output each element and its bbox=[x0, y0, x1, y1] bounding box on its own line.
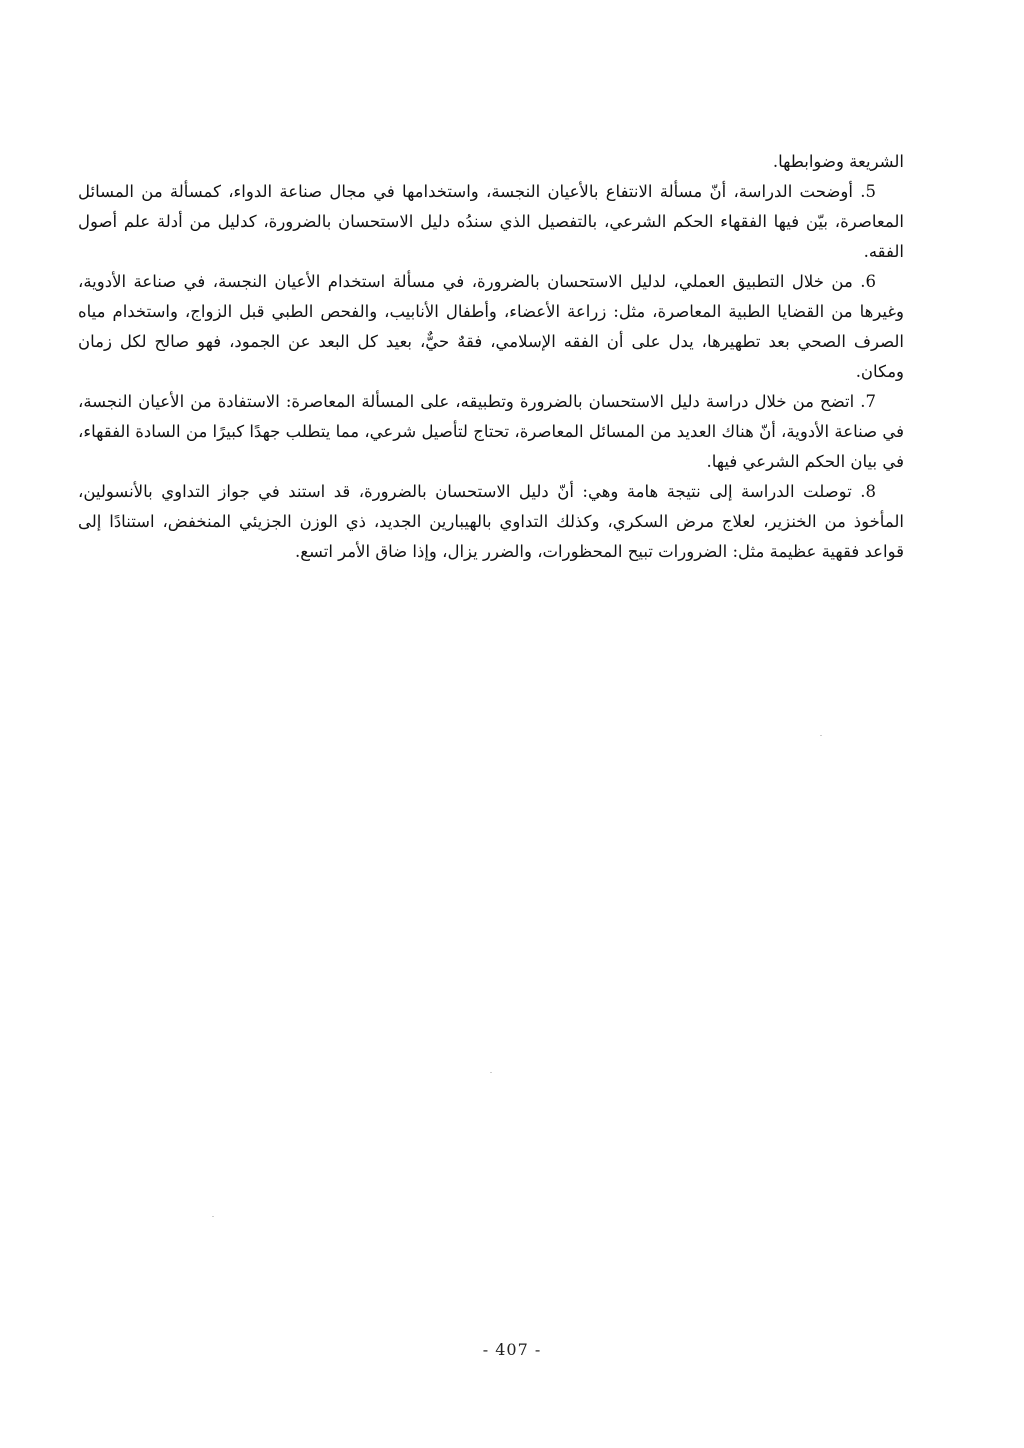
scan-speck bbox=[490, 1072, 492, 1073]
paragraph-point-6: 6. من خلال التطبيق العملي، لدليل الاستحسان بالضرورة، في مسألة استخدام الأعيان النجسة، في صناعة الأدوية، وغيرها من القضايا الطبية المعاصرة، مثل: زراعة الأعضاء، وأطفال الأنابيب، والفحص الطبي قبل الزواج، واستخدام مياه الصرف الصحي بعد تطهيرها، يدل على أن الفقه الإسلامي، فقهٌ حيٌّ، بعيد كل البعد عن الجمود، فهو صالح لكل زمان ومكان. bbox=[78, 272, 904, 381]
paragraph-point-8: 8. توصلت الدراسة إلى نتيجة هامة وهي: أنّ دليل الاستحسان بالضرورة، قد استند في جواز التداوي بالأنسولين، المأخوذ من الخنزير، لعلاج مرض السكري، وكذلك التداوي بالهيبارين الجديد، ذي الوزن الجزيئي المنخفض، استنادًا إلى قواعد فقهية عظيمة مثل: الضرورات تبيح المحظورات، والضرر يزال، وإذا ضاق الأمر اتسع. bbox=[78, 482, 904, 561]
paragraph-continuation: الشريعة وضوابطها. bbox=[772, 152, 904, 171]
scan-speck bbox=[820, 735, 822, 736]
body-text bbox=[78, 147, 904, 567]
scan-speck bbox=[212, 1216, 214, 1217]
page-number: - 407 - bbox=[482, 1340, 542, 1359]
paragraph-point-5: 5. أوضحت الدراسة، أنّ مسألة الانتفاع بالأعيان النجسة، واستخدامها في مجال صناعة الدواء، كمسألة من المسائل المعاصرة، بيّن فيها الفقهاء الحكم الشرعي، بالتفصيل الذي سندُه دليل الاستحسان بالضرورة، كدليل من أدلة علم أصول الفقه. bbox=[78, 182, 904, 261]
paragraph-point-7: 7. اتضح من خلال دراسة دليل الاستحسان بالضرورة وتطبيقه، على المسألة المعاصرة: الاستفادة من الأعيان النجسة، في صناعة الأدوية، أنّ هناك العديد من المسائل المعاصرة، تحتاج لتأصيل شرعي، مما يتطلب جهدًا كبيرًا من السادة الفقهاء، في بيان الحكم الشرعي فيها. bbox=[78, 392, 904, 471]
